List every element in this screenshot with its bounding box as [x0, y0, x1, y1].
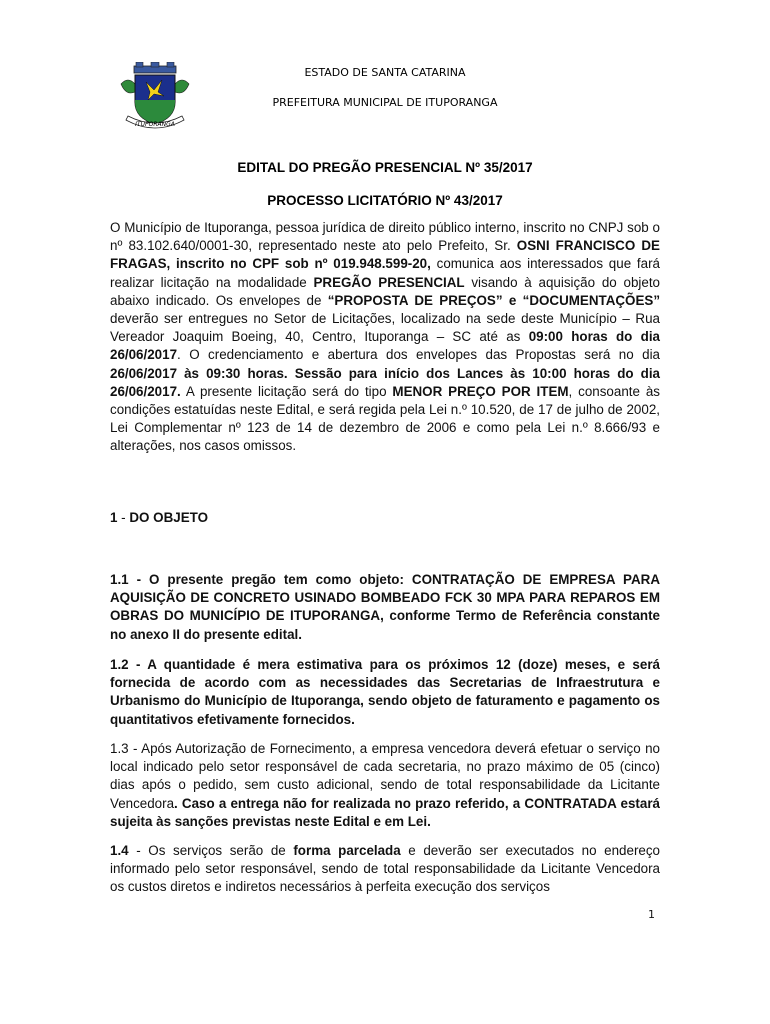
processo-title: PROCESSO LICITATÓRIO Nº 43/2017 [267, 193, 503, 208]
text-run: “PROPOSTA DE PREÇOS” e “DOCUMENTAÇÕES” [327, 292, 661, 308]
text-run: - Os serviços serão de [128, 843, 294, 858]
text-run: comunica aos interessados que fará realizar licitação na modalidade [110, 256, 660, 290]
text-run: 1.2 - A quantidade é mera estimativa para os próximos 12 (doze) meses, e será fornecida de acordo com as necessidades das Secretarias de Infraestrutura e Urbanismo do Município de Ituporanga, sendo objeto de faturamento e pagamento os quantitativos efetivamente fornecidos. [110, 657, 660, 727]
clause-1-4 [110, 842, 660, 897]
clause-1-3 [110, 740, 660, 831]
text-run: . Caso a entrega não for realizada no prazo referido, a CONTRATADA estará sujeita às sanções previstas neste Edital e em Lei. [110, 795, 660, 829]
page-number: 1 [648, 908, 655, 921]
state-name: ESTADO DE SANTA CATARINA [304, 66, 466, 79]
text-run: deverão ser entregues no Setor de Licitações, localizado na sede deste Município – Rua Vereador Joaquim Boeing, 40, Centro, Ituporanga – SC até as [110, 311, 660, 345]
section-heading-objeto [110, 510, 208, 525]
text-run: A presente licitação será do tipo [180, 383, 393, 399]
municipal-coat-of-arms-icon [118, 62, 192, 134]
text-run: . O credenciamento e abertura dos envelopes das Propostas será no dia [177, 347, 660, 363]
text-run: 26/06/2017 às 09:30 horas. Sessão para início dos Lances às 10:00 horas do dia 26/06/2017. [110, 365, 660, 399]
text-run: OSNI FRANCISCO DE FRAGAS, inscrito no CPF sob nº 019.948.599-20, [110, 238, 660, 272]
prefecture-name: PREFEITURA MUNICIPAL DE ITUPORANGA [272, 96, 498, 109]
clause-1-1 [110, 571, 660, 644]
clause-1-2 [110, 656, 660, 729]
text-run: 09:00 horas do dia 26/06/2017 [110, 329, 660, 363]
section-dash: - [117, 510, 130, 525]
text-run: forma parcelada [293, 843, 401, 858]
crest-crown [134, 62, 176, 73]
text-run: MENOR PREÇO POR ITEM [392, 383, 569, 399]
edital-title: EDITAL DO PREGÃO PRESENCIAL Nº 35/2017 [237, 160, 533, 175]
text-run: 1.1 - O presente pregão tem como objeto: CONTRATAÇÃO DE EMPRESA PARA AQUISIÇÃO DE CONCRETO USINADO BOMBEADO FCK 30 MPA PARA REPAROS EM OBRAS DO MUNICÍPIO DE ITUPORANGA, conforme Termo de Referência constante no anexo II do presente edital. [110, 572, 660, 642]
text-run: O Município de Ituporanga, pessoa jurídica de direito público interno, inscrito no CNPJ sob o nº 83.102.640/0001-30, representado neste ato pelo Prefeito, Sr. [110, 220, 660, 254]
intro-paragraph [110, 219, 660, 456]
text-run: 1.4 [110, 843, 129, 858]
text-run: , consoante às condições estatuídas neste Edital, e será regida pela Lei n.º 10.520, de 17 de julho de 2002, Lei Complementar nº 123 de 14 de dezembro de 2006 e como pela Lei n.º 8.666/93 e alterações, nos casos omissos. [110, 383, 660, 454]
text-run: PREGÃO PRESENCIAL [313, 274, 465, 290]
text-run: e deverão ser executados no endereço informado pelo setor responsável, sendo de total responsabilidade da Licitante Vencedora os custos diretos e indiretos necessários à perfeita execução dos serviços [110, 843, 660, 895]
text-run: 1.3 - Após Autorização de Fornecimento, a empresa vencedora deverá efetuar o serviço no local indicado pelo setor responsável de cada secretaria, no prazo máximo de 05 (cinco) dias após o pedido, sem custo adicional, sendo de total responsabilidade da Licitante Vencedora [110, 741, 660, 811]
section-title: DO OBJETO [129, 510, 208, 525]
crest-ribbon-text: ITUPORANGA [135, 121, 175, 128]
text-run: visando à aquisição do objeto abaixo indicado. Os envelopes de [110, 274, 660, 308]
section-number: 1 [110, 510, 118, 525]
